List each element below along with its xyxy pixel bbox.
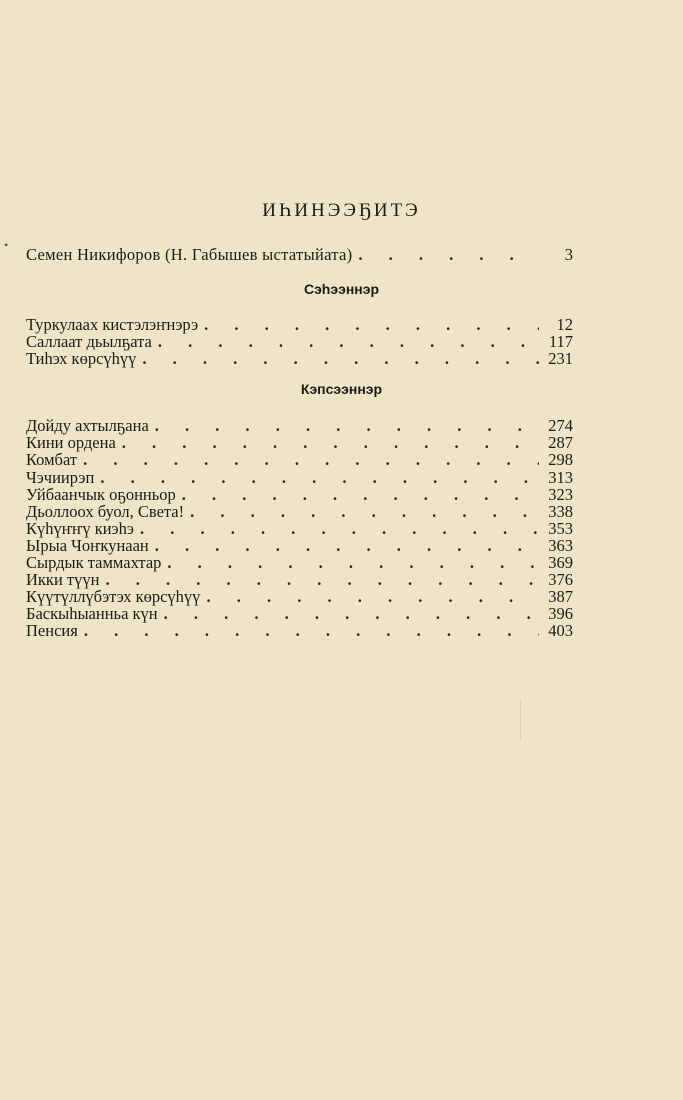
entry-title: Икки түүн [26,570,100,589]
leader-dots [142,350,539,368]
entry-title: Ырыа Чоҥкунаан [26,536,149,555]
entry-page: 3 [564,245,573,264]
entry-title: Тиһэх көрсүһүү [26,349,137,368]
entry-title: Күүтүллүбэтэх көрсүһүү [26,587,201,606]
entry-title: Пенсия [26,621,78,640]
entry-title: Баскыһыанньа күн [26,604,158,623]
leader-dots [167,554,539,572]
toc-entry [26,622,573,640]
entry-page: 287 [548,433,573,452]
entry-page: 117 [548,332,573,351]
leader-dots [190,503,539,521]
leader-dots [155,537,539,555]
entry-page: 323 [548,485,573,504]
leader-dots [155,417,539,435]
section-heading-stories: Сэһээннэр [303,281,380,297]
entry-page: 369 [548,553,573,572]
toc-entry [26,434,573,452]
toc-entry [26,554,573,572]
entry-title: Туркулаах кистэлэҥнэрэ [26,315,199,334]
paper-mark: · [620,915,624,926]
entry-page: 298 [548,450,573,469]
entry-page: 338 [548,502,573,521]
entry-page: 231 [548,349,573,368]
entry-page: 376 [548,570,573,589]
toc-entry [26,451,573,469]
leader-dots [83,451,539,469]
leader-dots [164,605,539,623]
entry-title: Күһүҥҥү киэһэ [26,519,134,538]
entry-title: Дойду ахтылҕана [26,416,149,435]
entry-page: 353 [548,519,573,538]
entry-title: Дьоллоох буол, Света! [26,502,185,521]
entry-page: 387 [548,587,573,606]
section-heading-tales: Кэпсээннэр [300,381,383,397]
entry-page: 396 [548,604,573,623]
entry-page: 313 [548,468,573,487]
leader-dots [84,622,539,640]
margin-mark: • [4,238,9,252]
toc-entry [26,350,573,368]
entry-page: 274 [548,416,573,435]
entry-page: 12 [556,315,573,334]
leader-dots [182,486,539,504]
entry-title: Семен Никифоров (Н. Габышев ыстатыйата) [26,245,353,264]
paper-mark [520,700,521,740]
entry-title: Кини ордена [26,433,116,452]
leader-dots [158,333,539,351]
entry-title: Сырдык таммахтар [26,553,162,572]
leader-dots [358,246,539,264]
entry-page: 363 [548,536,573,555]
entry-page: 403 [548,621,573,640]
toc-entry-intro [26,246,573,264]
entry-title: Чэчиирэп [26,468,95,487]
entry-title: Комбат [26,450,78,469]
leader-dots [204,316,539,334]
toc-title: ИҺИНЭЭҔИТЭ [262,200,421,221]
leader-dots [122,434,539,452]
entry-title: Уйбаанчык оҕонньор [26,485,176,504]
toc-entry [26,605,573,623]
entry-title: Саллаат дьылҕата [26,332,152,351]
leader-dots [206,588,539,606]
leader-dots [140,520,539,538]
